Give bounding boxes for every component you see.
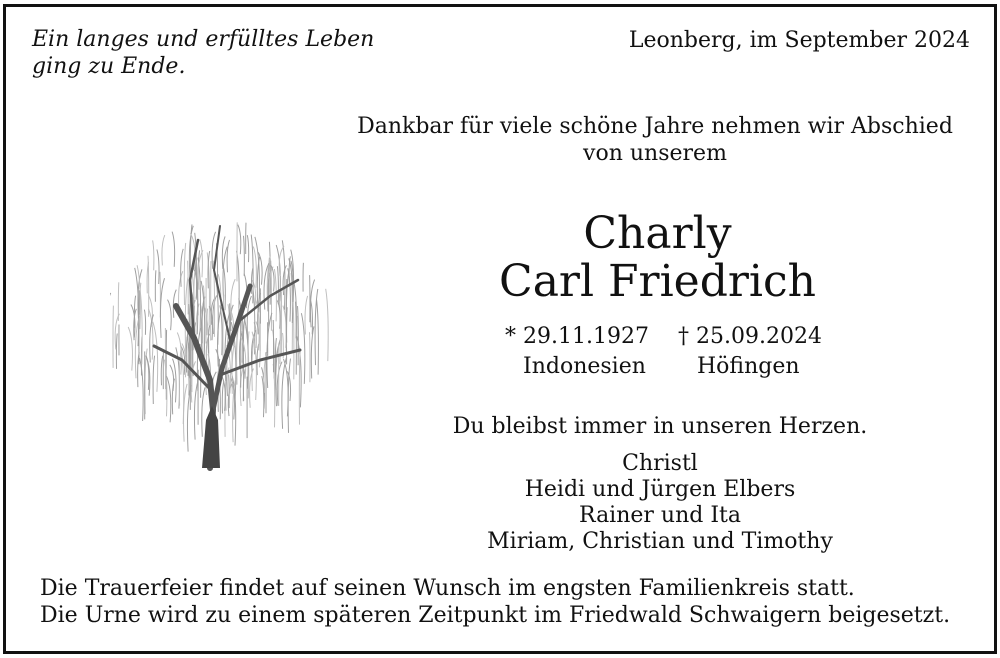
willow-strand [247,235,248,262]
willow-strand [238,225,241,255]
willow-strand [153,240,154,270]
death-date: † 25.09.2024 [678,324,822,349]
willow-strand [184,243,185,305]
place-date: Leonberg, im September 2024 [628,28,970,53]
willow-strand [172,379,174,415]
death-place: Höfingen [697,354,800,379]
deceased-full-name: Carl Friedrich [499,256,816,307]
mourner: Christl [622,451,698,476]
willow-strand [274,269,276,321]
willow-strand [222,381,224,413]
willow-strand [157,250,159,285]
intro-line-1: Dankbar für viele schöne Jahre nehmen wir Abschied [357,114,953,139]
willow-strand [162,235,165,265]
willow-strand [144,310,145,335]
willow-strand [227,240,229,272]
willow-strand [281,290,282,354]
willow-strand [160,278,164,338]
willow-strand [172,232,175,267]
willow-strand [277,362,282,406]
mourner: Heidi und Jürgen Elbers [524,477,796,502]
willow-strand [277,266,278,304]
sentiment-line: Du bleibst immer in unseren Herzen. [452,414,868,439]
willow-strand [110,293,111,334]
willow-strand [244,236,245,276]
willow-strand [326,289,329,361]
intro-line-2: von unserem [583,141,727,166]
willow-strand [301,313,304,384]
willow-strand [128,327,132,371]
willow-strand [305,296,308,335]
willow-strand [161,356,163,386]
quote [32,26,374,80]
willow-strand [276,340,280,407]
quote-line-1: Ein langes und erfülltes Leben [32,27,375,52]
willow-strand [311,326,314,378]
willow-strand [317,299,319,374]
willow-strand [253,247,256,288]
quote-line-2: ging zu Ende. [32,54,186,79]
footer-line-1: Die Trauerfeier findet auf seinen Wunsch im engsten Familienkreis statt. [40,576,855,601]
willow-strand [188,261,189,315]
willow-strand [247,296,251,340]
mourners-list [440,451,880,555]
willow-strand [153,356,155,404]
willow-strand [181,249,184,287]
mourner: Rainer und Ita [579,503,741,528]
intro-text [340,113,970,167]
birth-date: * 29.11.1927 [505,324,649,349]
deceased-first-name: Charly [583,208,732,259]
willow-strand [223,295,224,363]
birth-place: Indonesien [523,354,646,379]
footer-line-2: Die Urne wird zu einem späteren Zeitpunkt im Friedwald Schwaigern beigesetzt. [40,603,951,628]
willow-strand [155,270,156,301]
willow-strand [168,300,172,331]
willow-strand [202,388,205,437]
willow-strand [116,334,117,369]
mourner: Miriam, Christian und Timothy [487,529,833,554]
weeping-willow-tree-icon [110,210,355,475]
willow-strand [231,279,235,321]
willow-strand [299,349,300,425]
willow-strand [250,369,254,408]
willow-strand [293,302,294,379]
